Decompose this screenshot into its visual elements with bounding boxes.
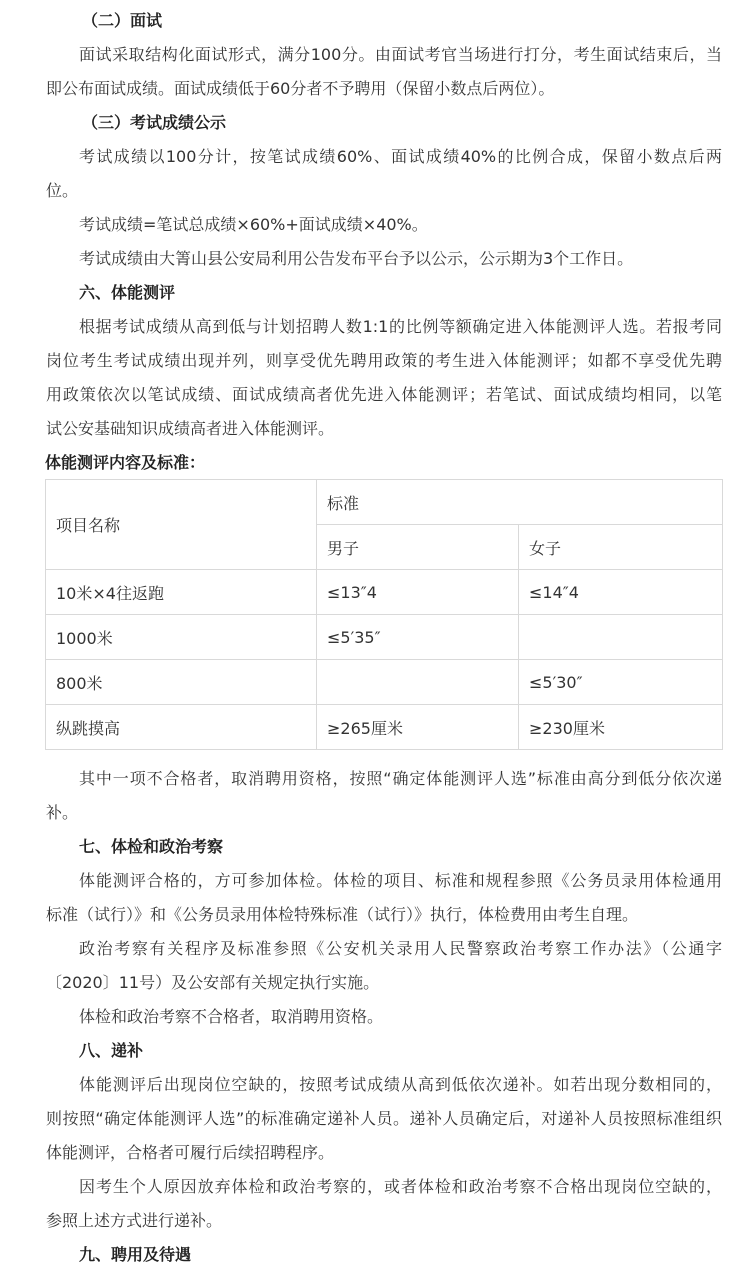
paragraph-line: 则按照“确定体能测评人选”的标准确定递补人员。递补人员确定后，对递补人员按照标准组织 (46, 1109, 722, 1128)
header-female: 女子 (519, 525, 723, 570)
section-heading-employment: 九、聘用及待遇 (79, 1245, 192, 1264)
cell-item: 800米 (46, 660, 317, 705)
paragraph-line: 岗位考生考试成绩出现并列，则享受优先聘用政策的考生进入体能测评；如都不享受优先聘 (46, 351, 722, 370)
paragraph-line: 其中一项不合格者，取消聘用资格，按照“确定体能测评人选”标准由高分到低分依次递 (79, 769, 722, 788)
cell-male: ≤13″4 (317, 570, 519, 615)
cell-female: ≤14″4 (519, 570, 723, 615)
paragraph-line: 面试采取结构化面试形式，满分100分。由面试考官当场进行打分，考生面试结束后，当 (79, 45, 722, 64)
cell-male: ≤5′35″ (317, 615, 519, 660)
paragraph-line: 考试成绩由大箐山县公安局利用公告发布平台予以公示，公示期为3个工作日。 (79, 249, 634, 268)
cell-male (317, 660, 519, 705)
table-row (46, 705, 723, 750)
paragraph-line: 补。 (46, 803, 79, 822)
paragraph-line: 因考生个人原因放弃体检和政治考察的，或者体检和政治考察不合格出现岗位空缺的， (79, 1177, 722, 1196)
cell-item: 纵跳摸高 (46, 705, 317, 750)
cell-male: ≥265厘米 (317, 705, 519, 750)
paragraph-line: 用政策依次以笔试成绩、面试成绩高者优先进入体能测评；若笔试、面试成绩均相同，以笔 (46, 385, 722, 404)
header-male: 男子 (317, 525, 519, 570)
paragraph-line: 参照上述方式进行递补。 (46, 1211, 223, 1230)
paragraph-line: 体能测评后出现岗位空缺的，按照考试成绩从高到低依次递补。如若出现分数相同的， (79, 1075, 722, 1094)
header-item-name: 项目名称 (46, 480, 317, 570)
paragraph-line: 政治考察有关程序及标准参照《公安机关录用人民警察政治考察工作办法》（公通字 (79, 939, 722, 958)
table-row (46, 660, 723, 705)
paragraph-line: 考试成绩以100分计，按笔试成绩60%、面试成绩40%的比例合成，保留小数点后两 (79, 147, 722, 166)
cell-item: 1000米 (46, 615, 317, 660)
paragraph-line: 体能测评合格的，方可参加体检。体检的项目、标准和规程参照《公务员录用体检通用 (79, 871, 722, 890)
paragraph-line: 标准（试行）》和《公务员录用体检特殊标准（试行）》执行，体检费用由考生自理。 (46, 905, 639, 924)
table-row (46, 615, 723, 660)
paragraph-line: 体能测评，合格者可履行后续招聘程序。 (46, 1143, 335, 1162)
paragraph-line: 体检和政治考察不合格者，取消聘用资格。 (79, 1007, 384, 1026)
fitness-standards-table (45, 479, 723, 750)
section-heading-medical-political: 七、体检和政治考察 (79, 837, 224, 856)
section-heading-fitness-test: 六、体能测评 (79, 283, 176, 302)
cell-female: ≤5′30″ (519, 660, 723, 705)
section-heading-replacement: 八、递补 (79, 1041, 144, 1060)
table-row (46, 570, 723, 615)
paragraph-line: 试公安基础知识成绩高者进入体能测评。 (46, 419, 335, 438)
paragraph-line: 位。 (46, 181, 79, 200)
score-formula: 考试成绩=笔试总成绩×60%+面试成绩×40%。 (79, 215, 428, 234)
table-header-row (46, 480, 723, 525)
paragraph-line: 根据考试成绩从高到低与计划招聘人数1:1的比例等额确定进入体能测评人选。若报考同 (79, 317, 722, 336)
section-heading-interview: （二）面试 (82, 11, 163, 30)
table-caption: 体能测评内容及标准： (45, 453, 206, 472)
paragraph-line: 〔2020〕11号）及公安部有关规定执行实施。 (46, 973, 380, 992)
header-standard: 标准 (317, 480, 723, 525)
paragraph-line: 即公布面试成绩。面试成绩低于60分者不予聘用（保留小数点后两位）。 (46, 79, 555, 98)
cell-female (519, 615, 723, 660)
cell-female: ≥230厘米 (519, 705, 723, 750)
section-heading-score-public: （三）考试成绩公示 (82, 113, 227, 132)
cell-item: 10米×4往返跑 (46, 570, 317, 615)
